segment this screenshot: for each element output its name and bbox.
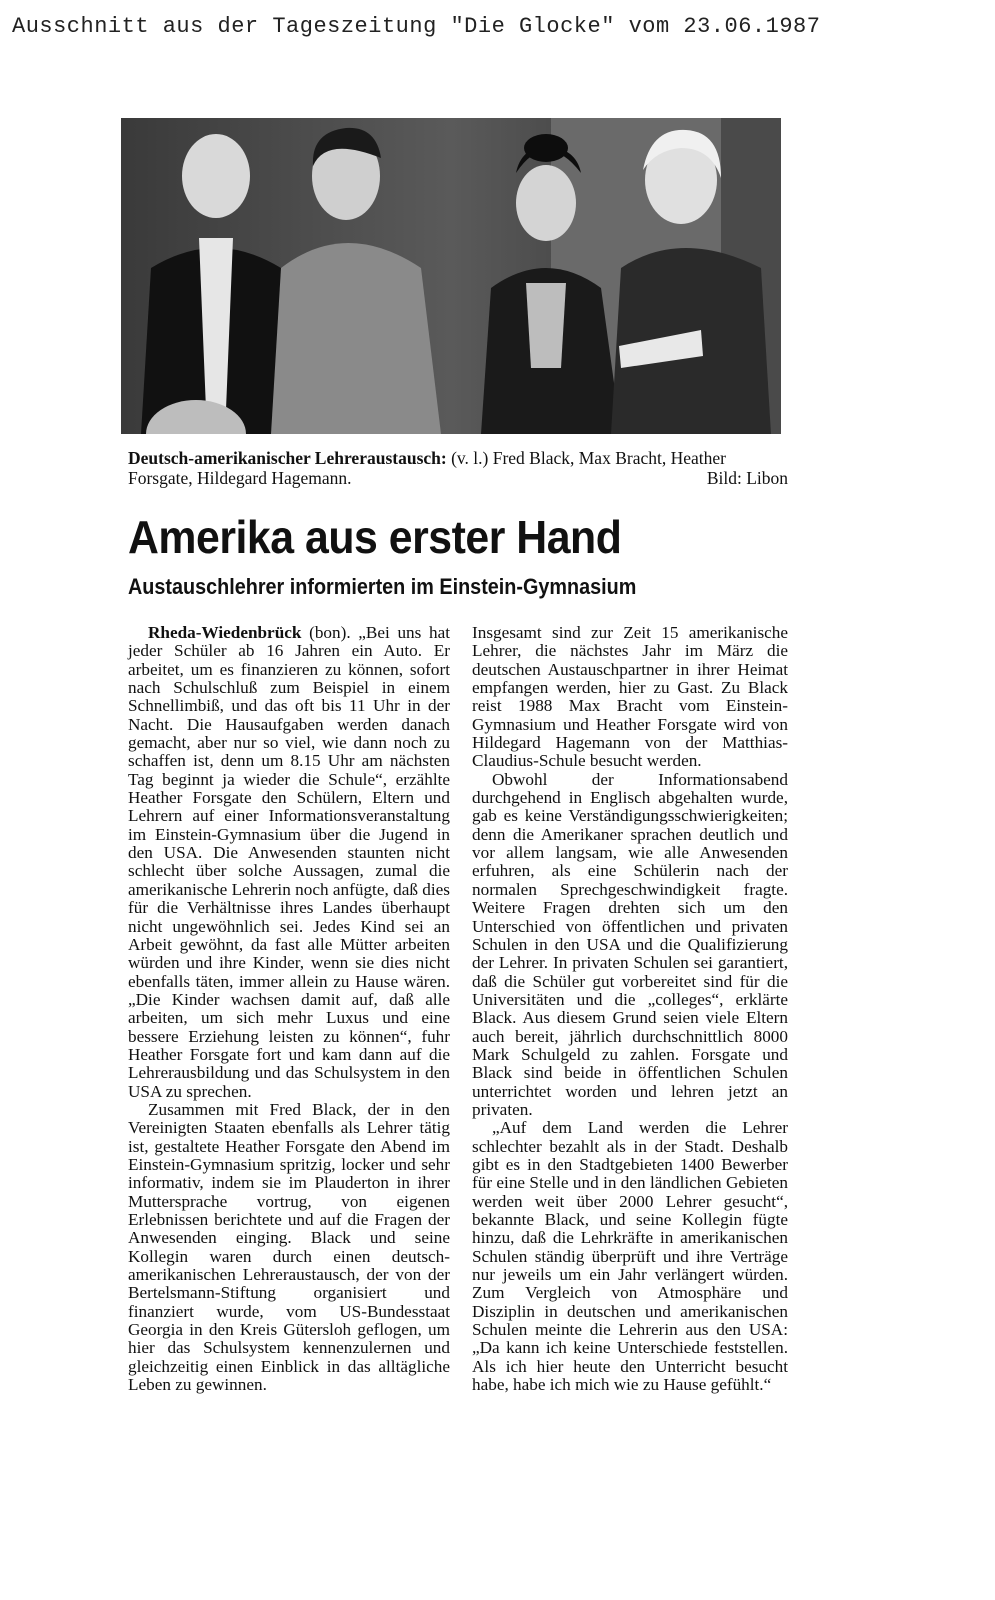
article-column-right bbox=[472, 624, 788, 1394]
news-photo bbox=[121, 118, 781, 434]
caption-lead: Deutsch-amerikanischer Lehreraustausch: bbox=[128, 448, 447, 468]
article-column-left bbox=[128, 624, 450, 1394]
photo-credit: Bild: Libon bbox=[706, 468, 788, 488]
photo-four-people-icon bbox=[121, 118, 781, 434]
clipping-source-line: Ausschnitt aus der Tageszeitung "Die Glocke" vom 23.06.1987 bbox=[12, 14, 821, 39]
photo-caption bbox=[128, 448, 788, 488]
article-paragraph: Zusammen mit Fred Black, der in den Vereinigten Staaten ebenfalls als Lehrer tätig ist, gestaltete Heather Forsgate den Abend im Einstein-Gymnasium spritzig, locker und sehr informativ, indem sie im Plauderton in ihrer Muttersprache vortrug, von eigenen Erlebnissen berichtete und auf die Fragen der Anwesenden einging. Black und seine Kollegin waren durch einen deutsch-amerikanischen Lehreraustausch, der von der Bertelsmann-Stiftung organisiert und finanziert wurde, vom US-Bundesstaat Georgia in den Kreis Gütersloh geflogen, um hier das Schulsystem kennenzulernen und gleichzeitig einen Einblick in das alltägliche Leben zu gewinnen. bbox=[128, 1099, 450, 1395]
article-paragraph bbox=[128, 624, 450, 1101]
article-paragraph: Obwohl der Informationsabend durchgehend in Englisch abgehalten wurde, gab es keine Verständigungsschwierigkeiten; denn die Amerikaner sprachen deutlich und vor allem langsam, wie alle Anwesenden erfuhren, als eine Schülerin nach der normalen Sprechgeschwindigkeit fragte. Weitere Fragen drehten sich um den Unterschied von öffentlichen und privaten Schulen in den USA und die Qualifizierung der Lehrer. In privaten Schulen sei garantiert, daß die Schüler gut vorbereitet sind für die Universitäten und die „colleges“, erklärte Black. Aus diesem Grund seien viele Eltern auch bereit, jährlich durchschnittlich 8000 Mark Schulgeld zu zahlen. Forsgate und Black sind beide in öffentlichen Schulen unterrichtet worden und lehren jetzt an privaten. bbox=[472, 769, 788, 1119]
headline: Amerika aus erster Hand bbox=[128, 511, 622, 563]
article-paragraph: „Auf dem Land werden die Lehrer schlechter bezahlt als in der Stadt. Deshalb gibt es in den Stadtgebieten 1400 Bewerber für eine Stelle und in den ländlichen Gebieten werden weit über 2000 Lehrer gesucht“, bekannte Black, und seine Kollegin fügte hinzu, daß die Lehrkräfte in amerikanischen Schulen ständig überprüft und ihre Verträge nur jeweils um ein Jahr verlängert würden. Zum Vergleich von Atmosphäre und Disziplin in deutschen und amerikanischen Schulen meinte die Lehrerin aus den USA: „Da kann ich keine Unterschiede feststellen. Als ich hier heute den Unterricht besucht habe, habe ich mich wie zu Hause gefühlt.“ bbox=[472, 1118, 788, 1395]
dateline: Rheda-Wiedenbrück bbox=[148, 623, 302, 642]
article-paragraph: Insgesamt sind zur Zeit 15 amerikanische Lehrer, die nächstes Jahr im März die deutschen Austauschpartner in ihrer Heimat empfangen werden, hier zu Gast. Zu Black reist 1988 Max Bracht vom Einstein-Gymnasium und Heather Forsgate wird von Hildegard Hagemann von der Matthias-Claudius-Schule besucht werden. bbox=[472, 623, 788, 771]
caption-text: (v. l.) Fred Black, Max Bracht, Heather Forsgate, Hildegard Hagemann. bbox=[128, 448, 726, 488]
subheadline: Austauschlehrer informierten im Einstein-Gymnasium bbox=[128, 574, 637, 599]
paragraph-text: (bon). „Bei uns hat jeder Schüler ab 16 Jahren ein Auto. Er arbeitet, um es finanzieren zu können, sofort nach Schulschluß zum Beispiel in einem Schnellimbiß, und das oft bis 11 Uhr in der Nacht. Die Hausaufgaben werden danach gemacht, aber nur so viel, wie dann noch zu schaffen ist, denn um 8.15 Uhr am nächsten Tag beginnt ja wieder die Schule“, erzählte Heather Forsgate den Schülern, Eltern und Lehrern auf einer Informationsveranstaltung im Einstein-Gymnasium über die Jugend in den USA. Die Anwesenden staunten nicht schlecht über solche Aussagen, zumal die amerikanische Lehrerin noch anfügte, daß dies für die Verhältnisse ihres Landes überhaupt nicht ungewöhnlich sei. Jedes Kind sei an Arbeit gewöhnt, da fast alle Mütter arbeiten würden und ihre Kinder, wenn sie dies nicht ebenfalls täten, immer allein zu Hause wären. „Die Kinder wachsen damit auf, daß alle arbeiten, um sich mehr Luxus und eine bessere Erziehung leisten zu können“, fuhr Heather Forsgate fort und kam dann auf die Lehrerausbildung und das Schulsystem in den USA zu sprechen. bbox=[128, 623, 450, 1101]
